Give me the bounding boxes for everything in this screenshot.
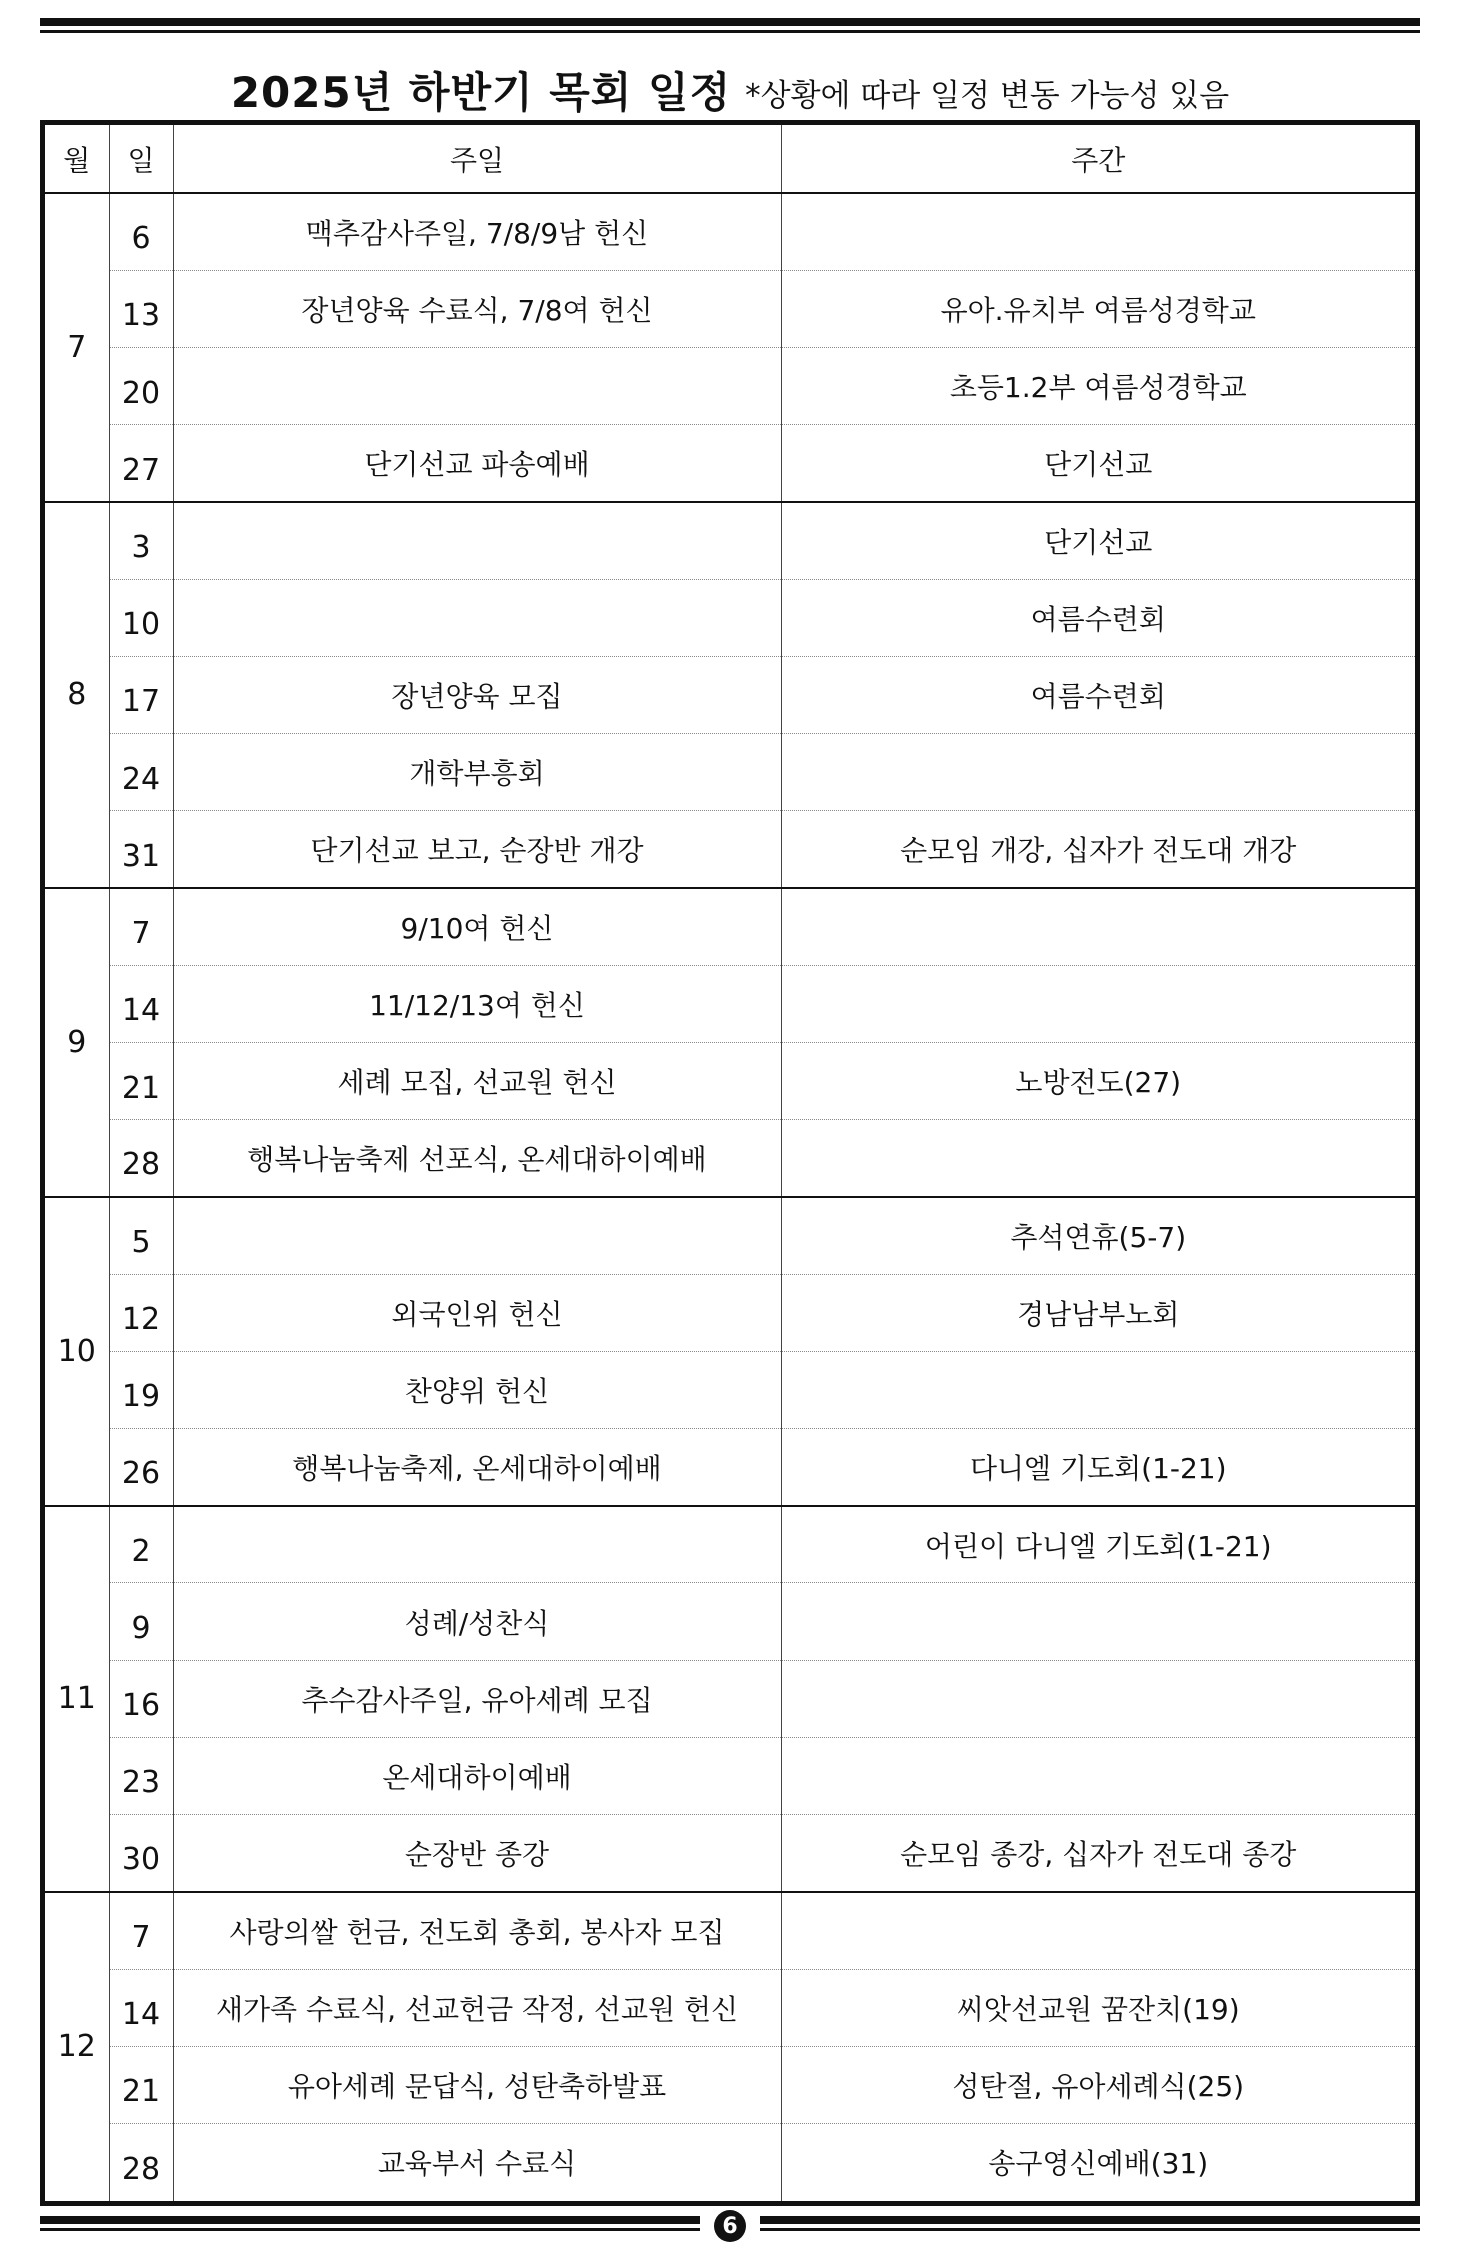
- sunday-event-cell: 11/12/13여 헌신: [173, 965, 781, 1042]
- footer-rule-left-thin: [40, 2228, 700, 2231]
- sunday-event-cell: 유아세례 문답식, 성탄축하발표: [173, 2046, 781, 2123]
- day-cell: 28: [109, 1120, 173, 1197]
- sunday-event-cell: [173, 1506, 781, 1583]
- table-row: [45, 1969, 1415, 2046]
- weekday-event-cell: 씨앗선교원 꿈잔치(19): [781, 1969, 1415, 2046]
- table-row: [45, 1583, 1415, 1660]
- schedule-table-frame: [40, 120, 1420, 2206]
- schedule-note: *상황에 따라 일정 변동 가능성 있음: [745, 78, 1230, 114]
- sunday-event-cell: 새가족 수료식, 선교헌금 작정, 선교원 헌신: [173, 1969, 781, 2046]
- day-cell: 19: [109, 1351, 173, 1428]
- table-row: [45, 1042, 1415, 1119]
- day-cell: 17: [109, 656, 173, 733]
- sunday-event-cell: 9/10여 헌신: [173, 888, 781, 965]
- weekday-event-cell: [781, 1660, 1415, 1737]
- day-cell: 31: [109, 811, 173, 888]
- day-cell: 7: [109, 888, 173, 965]
- sunday-event-cell: 장년양육 수료식, 7/8여 헌신: [173, 270, 781, 347]
- day-cell: 16: [109, 1660, 173, 1737]
- table-row: [45, 347, 1415, 424]
- header-month: 월: [45, 125, 109, 193]
- sunday-event-cell: 사랑의쌀 헌금, 전도회 총회, 봉사자 모집: [173, 1892, 781, 1969]
- weekday-event-cell: 여름수련회: [781, 579, 1415, 656]
- footer-rule-right-thick: [760, 2216, 1420, 2224]
- day-cell: 21: [109, 2046, 173, 2123]
- table-row: [45, 1274, 1415, 1351]
- weekday-event-cell: [781, 888, 1415, 965]
- month-cell: 8: [45, 502, 109, 888]
- table-row: [45, 888, 1415, 965]
- day-cell: 2: [109, 1506, 173, 1583]
- weekday-event-cell: 송구영신예배(31): [988, 2147, 1209, 2181]
- weekday-event-cell: 노방전도(27): [781, 1042, 1415, 1119]
- page-number: 6: [714, 2210, 746, 2242]
- page-title: 2025년 하반기 목회 일정: [230, 68, 732, 117]
- sunday-event-cell: [173, 347, 781, 424]
- day-cell: 7: [109, 1892, 173, 1969]
- table-row: [45, 1815, 1415, 1892]
- table-row: [45, 425, 1415, 502]
- sunday-event-cell: 행복나눔축제 선포식, 온세대하이예배: [173, 1120, 781, 1197]
- weekday-event-cell: 경남남부노회: [781, 1274, 1415, 1351]
- table-row: [45, 811, 1415, 888]
- day-cell: 10: [109, 579, 173, 656]
- sunday-event-cell: 세례 모집, 선교원 헌신: [173, 1042, 781, 1119]
- weekday-event-cell: 순모임 종강, 십자가 전도대 종강: [781, 1815, 1415, 1892]
- sunday-event-cell: 순장반 종강: [173, 1815, 781, 1892]
- weekday-event-cell: [781, 1737, 1415, 1814]
- month-cell: 12: [45, 1892, 109, 2201]
- top-rule-thin: [40, 30, 1420, 33]
- table-row: [45, 965, 1415, 1042]
- table-row: [45, 1197, 1415, 1274]
- header-day: 일: [109, 125, 173, 193]
- weekday-event-cell: 성탄절, 유아세례식(25): [781, 2046, 1415, 2123]
- sunday-event-cell: 추수감사주일, 유아세례 모집: [173, 1660, 781, 1737]
- weekday-event-cell: 단기선교: [781, 425, 1415, 502]
- day-cell: 30: [109, 1815, 173, 1892]
- weekday-event-cell: [781, 1351, 1415, 1428]
- weekday-event-cell: 단기선교: [781, 502, 1415, 579]
- month-cell: 7: [45, 193, 109, 502]
- table-row: [45, 1660, 1415, 1737]
- day-cell: 12: [109, 1274, 173, 1351]
- sunday-event-cell: 단기선교 보고, 순장반 개강: [173, 811, 781, 888]
- weekday-event-cell: 유아.유치부 여름성경학교: [781, 270, 1415, 347]
- table-header-row: [45, 125, 1415, 193]
- day-cell: 20: [109, 347, 173, 424]
- sunday-event-cell: [173, 502, 781, 579]
- day-cell: 28: [109, 2123, 173, 2201]
- day-cell: 6: [109, 193, 173, 270]
- sunday-event-cell: 온세대하이예배: [173, 1737, 781, 1814]
- sunday-event-cell: 교육부서 수료식: [173, 2123, 781, 2201]
- title-row: [40, 52, 1420, 117]
- sunday-event-cell: 행복나눔축제, 온세대하이예배: [173, 1429, 781, 1506]
- day-cell: 14: [109, 1969, 173, 2046]
- table-row: [45, 502, 1415, 579]
- month-cell: 9: [45, 888, 109, 1197]
- header-weekday: 주간: [781, 125, 1415, 193]
- top-rule-thick: [40, 18, 1420, 26]
- schedule-body: [45, 193, 1415, 2201]
- weekday-event-cell: [781, 734, 1415, 811]
- day-cell: 23: [109, 1737, 173, 1814]
- header-sunday: 주일: [173, 125, 781, 193]
- weekday-event-cell: 초등1.2부 여름성경학교: [781, 347, 1415, 424]
- day-cell: 9: [109, 1583, 173, 1660]
- month-cell: 10: [45, 1197, 109, 1506]
- sunday-event-cell: 성례/성찬식: [173, 1583, 781, 1660]
- sunday-event-cell: 개학부흥회: [173, 734, 781, 811]
- footer: [40, 2214, 1420, 2238]
- day-cell: 5: [109, 1197, 173, 1274]
- table-row: [45, 193, 1415, 270]
- weekday-event-cell: [781, 1583, 1415, 1660]
- day-cell: 14: [109, 965, 173, 1042]
- weekday-event-cell: 여름수련회: [781, 656, 1415, 733]
- day-cell: 24: [109, 734, 173, 811]
- weekday-event-cell: [781, 1892, 1415, 1969]
- table-row: [45, 1351, 1415, 1428]
- table-row: [45, 1506, 1415, 1583]
- sunday-event-cell: 맥추감사주일, 7/8/9남 헌신: [173, 193, 781, 270]
- sunday-event-cell: [173, 1197, 781, 1274]
- sunday-event-cell: [173, 579, 781, 656]
- footer-rule-left-thick: [40, 2216, 700, 2224]
- weekday-event-cell: [781, 965, 1415, 1042]
- sunday-event-cell: 장년양육 모집: [173, 656, 781, 733]
- weekday-event-cell: 어린이 다니엘 기도회(1-21): [781, 1506, 1415, 1583]
- month-cell: 11: [45, 1506, 109, 1892]
- table-row: [45, 656, 1415, 733]
- weekday-event-cell: 다니엘 기도회(1-21): [781, 1429, 1415, 1506]
- table-row: [45, 2123, 1415, 2201]
- day-cell: 13: [109, 270, 173, 347]
- sunday-event-cell: 찬양위 헌신: [173, 1351, 781, 1428]
- table-row: [45, 1429, 1415, 1506]
- table-row: [45, 270, 1415, 347]
- table-row: [45, 579, 1415, 656]
- sunday-event-cell: 외국인위 헌신: [173, 1274, 781, 1351]
- day-cell: 3: [109, 502, 173, 579]
- schedule-table: [45, 125, 1415, 2201]
- weekday-event-cell: [781, 193, 1415, 270]
- table-row: [45, 1120, 1415, 1197]
- day-cell: 21: [109, 1042, 173, 1119]
- footer-rule-right-thin: [760, 2228, 1420, 2231]
- weekday-event-cell: [781, 1120, 1415, 1197]
- weekday-event-cell: 추석연휴(5-7): [781, 1197, 1415, 1274]
- table-row: [45, 2046, 1415, 2123]
- day-cell: 27: [109, 425, 173, 502]
- table-row: [45, 1737, 1415, 1814]
- table-row: [45, 734, 1415, 811]
- table-row: [45, 1892, 1415, 1969]
- day-cell: 26: [109, 1429, 173, 1506]
- sunday-event-cell: 단기선교 파송예배: [173, 425, 781, 502]
- weekday-event-cell: 순모임 개강, 십자가 전도대 개강: [781, 811, 1415, 888]
